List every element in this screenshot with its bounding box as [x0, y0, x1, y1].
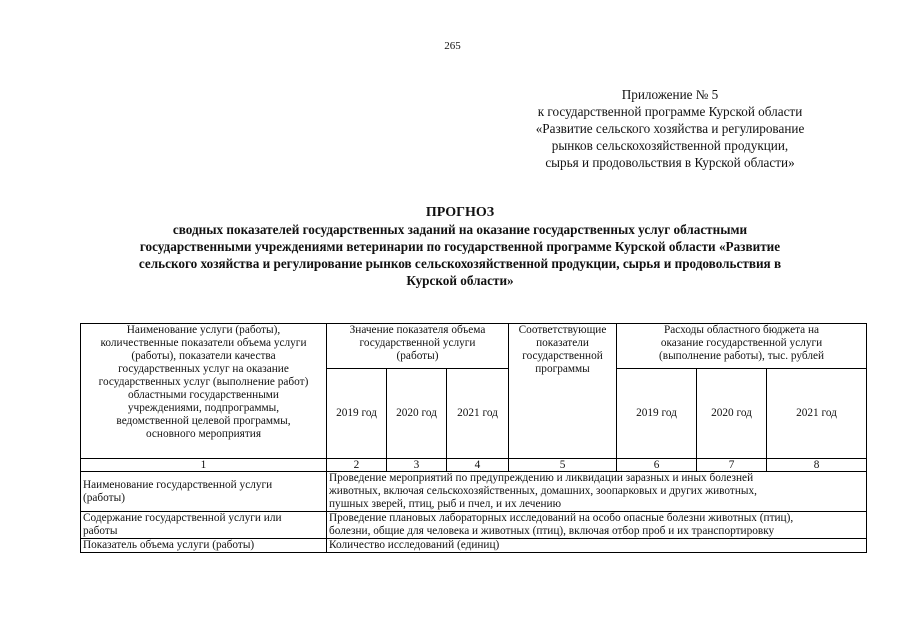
- table-row: [81, 539, 867, 553]
- header-line: оказание государственной услуги: [660, 337, 823, 349]
- column-number: 2: [327, 459, 387, 472]
- header-line: Значение показателя объема: [349, 324, 486, 336]
- header-budget-year-2021: 2021 год: [767, 369, 867, 459]
- appendix-header: [500, 86, 840, 171]
- column-number: 1: [81, 459, 327, 472]
- header-line: областными государственными: [128, 389, 279, 401]
- header-line: государственных услуг на оказание: [118, 363, 289, 375]
- header-year-2021: 2021 год: [447, 369, 509, 459]
- table-row: [81, 472, 867, 512]
- header-line: (выполнение работы), тыс. рублей: [658, 350, 825, 362]
- column-number: 7: [697, 459, 767, 472]
- header-line: государственной: [522, 350, 603, 362]
- header-line: основного мероприятия: [145, 428, 262, 440]
- title-main: ПРОГНОЗ: [425, 205, 495, 220]
- header-line: ведомственной целевой программы,: [116, 415, 291, 427]
- header-year-2019: 2019 год: [327, 369, 387, 459]
- title-line: Курской области»: [406, 273, 514, 288]
- header-line: (работы): [396, 350, 439, 362]
- header-line: показатели: [536, 337, 589, 349]
- header-budget-year-2019: 2019 год: [617, 369, 697, 459]
- row-content-line: пушных зверей, птиц, рыб и пчел, и их лечению: [329, 498, 562, 510]
- title-line: сельского хозяйства и регулирование рынков сельскохозяйственной продукции, сырья и продовольствия в: [138, 256, 782, 271]
- row-content-line: Количество исследований (единиц): [329, 539, 500, 551]
- appendix-line: к государственной программе Курской области: [537, 104, 803, 119]
- appendix-line: рынков сельскохозяйственной продукции,: [551, 138, 789, 153]
- header-line: государственных услуг (выполнение работ): [98, 376, 309, 388]
- column-number: 3: [387, 459, 447, 472]
- document-title: [60, 204, 860, 289]
- table-row: [81, 512, 867, 539]
- column-number: 4: [447, 459, 509, 472]
- header-line: Наименование услуги (работы),: [126, 324, 281, 336]
- header-line: Расходы областного бюджета на: [663, 324, 820, 336]
- title-line: сводных показателей государственных заданий на оказание государственных услуг областными: [172, 222, 748, 237]
- appendix-line: Приложение № 5: [621, 87, 719, 102]
- header-line: государственной услуги: [359, 337, 476, 349]
- row-content-line: Проведение мероприятий по предупреждению и ликвидации заразных и иных болезней: [329, 472, 754, 484]
- column-number: 6: [617, 459, 697, 472]
- row-label-line: Наименование государственной услуги: [83, 478, 273, 491]
- row-content: [327, 472, 867, 512]
- page-number: 265: [444, 40, 461, 52]
- column-number: 8: [767, 459, 867, 472]
- row-label-line: (работы): [83, 491, 125, 504]
- row-content-line: животных, включая сельскохозяйственных, домашних, зоопарковых и других животных,: [329, 485, 757, 497]
- header-line: (работы), показатели качества: [131, 350, 276, 362]
- title-line: государственными учреждениями ветеринарии по государственной программе Курской области «Развитие: [139, 239, 781, 254]
- row-content: [327, 512, 867, 539]
- row-label: [81, 512, 327, 539]
- header-year-2020: 2020 год: [387, 369, 447, 459]
- forecast-table: [80, 323, 867, 553]
- header-line: программы: [535, 363, 590, 375]
- row-content: [327, 539, 867, 553]
- row-label: [81, 539, 327, 553]
- header-indicator-value: [327, 324, 509, 369]
- header-line: Соответствующие: [518, 324, 607, 336]
- header-service-name: [81, 324, 327, 459]
- row-label: [81, 472, 327, 512]
- header-budget-year-2020: 2020 год: [697, 369, 767, 459]
- header-line: учреждениями, подпрограммы,: [127, 402, 280, 414]
- header-line: количественные показатели объема услуги: [100, 337, 307, 349]
- header-budget-expenses: [617, 324, 867, 369]
- row-content-line: болезни, общие для человека и животных (птиц), включая отбор проб и их транспортировку: [329, 525, 775, 537]
- column-number: 5: [509, 459, 617, 472]
- row-label-line: работы: [83, 525, 118, 537]
- appendix-line: «Развитие сельского хозяйства и регулирование: [535, 121, 805, 136]
- appendix-line: сырья и продовольствия в Курской области»: [545, 155, 795, 170]
- row-content-line: Проведение плановых лабораторных исследований на особо опасные болезни животных (птиц),: [329, 512, 794, 524]
- header-program-indicators: [509, 324, 617, 459]
- row-label-line: Показатель объема услуги (работы): [83, 539, 255, 551]
- row-label-line: Содержание государственной услуги или: [83, 512, 282, 524]
